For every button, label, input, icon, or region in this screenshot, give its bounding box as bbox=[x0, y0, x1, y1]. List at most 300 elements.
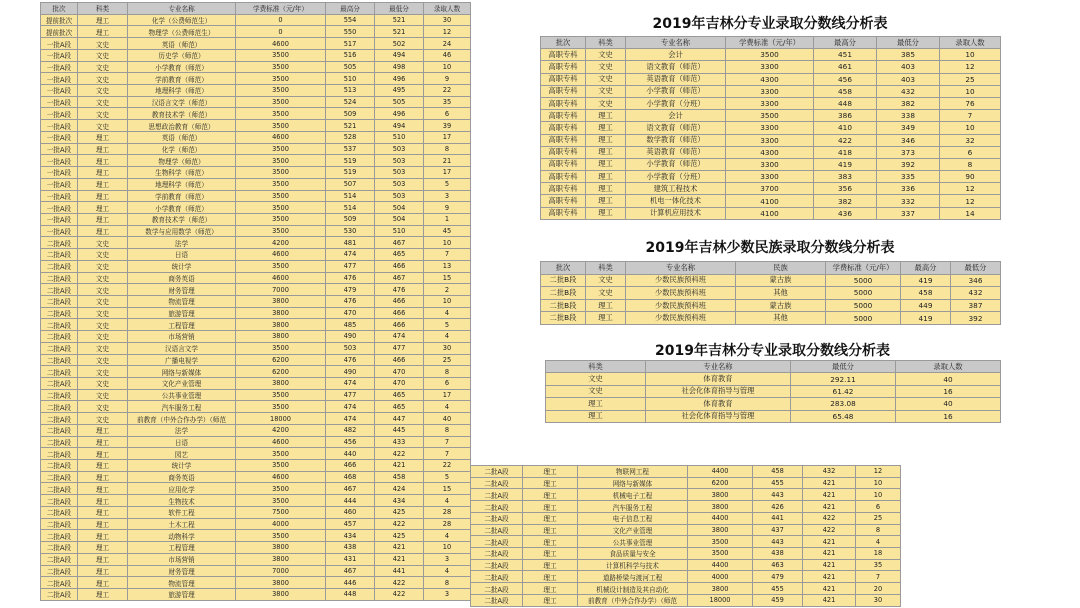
table-row bbox=[41, 131, 471, 143]
table-cell: 8 bbox=[424, 577, 471, 589]
table-cell: 理工 bbox=[78, 506, 128, 518]
table-cell: 16 bbox=[896, 410, 1001, 422]
table-cell: 7 bbox=[940, 110, 1001, 122]
table-cell: 物联网工程 bbox=[578, 466, 688, 478]
table-row bbox=[541, 287, 1001, 300]
column-header: 科类 bbox=[586, 37, 626, 49]
table-cell: 3500 bbox=[236, 61, 326, 73]
table-cell: 4 bbox=[856, 536, 901, 548]
table-cell: 4300 bbox=[726, 146, 814, 158]
table-row bbox=[41, 518, 471, 530]
table-cell: 化学（公费师范生） bbox=[128, 14, 236, 26]
table-row bbox=[546, 385, 1001, 397]
bottom-admission-table bbox=[470, 465, 901, 607]
table-cell: 计算机科学与技术 bbox=[578, 559, 688, 571]
table-cell: 441 bbox=[753, 512, 803, 524]
table-cell: 10 bbox=[940, 85, 1001, 97]
table-cell: 二批A段 bbox=[471, 512, 523, 524]
table-row bbox=[541, 146, 1001, 158]
table-cell: 文史 bbox=[78, 378, 128, 390]
table-cell: 二批A段 bbox=[41, 401, 78, 413]
table-row bbox=[41, 26, 471, 38]
table-cell: 二批A段 bbox=[41, 366, 78, 378]
table-cell: 理工 bbox=[546, 410, 646, 422]
sports-table-title: 2019年吉林分专业录取分数线分析表 bbox=[655, 343, 890, 359]
table-cell: 教育技术学（师范） bbox=[128, 108, 236, 120]
table-cell: 一批A段 bbox=[41, 143, 78, 155]
table-cell: 理工 bbox=[78, 495, 128, 507]
table-cell: 530 bbox=[326, 225, 375, 237]
table-cell: 477 bbox=[375, 342, 424, 354]
table-cell: 二批A段 bbox=[41, 354, 78, 366]
column-header: 专业名称 bbox=[626, 37, 726, 49]
table-cell: 459 bbox=[753, 594, 803, 606]
table-cell: 448 bbox=[326, 588, 375, 600]
table-cell: 应用化学 bbox=[128, 483, 236, 495]
table-cell: 二批A段 bbox=[41, 577, 78, 589]
table-cell: 3500 bbox=[236, 389, 326, 401]
header-row bbox=[541, 37, 1001, 49]
table-cell: 理工 bbox=[78, 577, 128, 589]
table-row bbox=[41, 460, 471, 472]
table-cell: 生物科学（师范） bbox=[128, 167, 236, 179]
table-cell: 理工 bbox=[523, 559, 578, 571]
vocational-admission-table bbox=[540, 36, 1001, 220]
table-row bbox=[471, 571, 901, 583]
table-row bbox=[41, 530, 471, 542]
table-cell: 广播电视学 bbox=[128, 354, 236, 366]
table-cell: 一批A段 bbox=[41, 61, 78, 73]
table-cell: 5 bbox=[424, 319, 471, 331]
table-cell: 英语教育（师范） bbox=[626, 73, 726, 85]
table-cell: 二批A段 bbox=[41, 553, 78, 565]
table-cell: 3500 bbox=[236, 49, 326, 61]
table-cell: 小学教育（师范） bbox=[128, 202, 236, 214]
table-cell: 17 bbox=[424, 389, 471, 401]
table-row bbox=[41, 577, 471, 589]
table-cell: 一批A段 bbox=[41, 49, 78, 61]
table-cell: 土木工程 bbox=[128, 518, 236, 530]
table-row bbox=[541, 299, 1001, 312]
table-row bbox=[41, 378, 471, 390]
table-cell: 软件工程 bbox=[128, 506, 236, 518]
table-cell: 文史 bbox=[78, 354, 128, 366]
table-cell: 小学教育（分班） bbox=[626, 171, 726, 183]
table-cell: 二批A段 bbox=[41, 249, 78, 261]
table-cell: 10 bbox=[856, 489, 901, 501]
column-header: 学费标准（元/年） bbox=[726, 37, 814, 49]
table-cell: 434 bbox=[326, 530, 375, 542]
table-cell: 3800 bbox=[236, 378, 326, 390]
table-cell: 6 bbox=[424, 108, 471, 120]
table-cell: 文史 bbox=[78, 237, 128, 249]
table-cell: 421 bbox=[803, 583, 856, 595]
table-cell: 422 bbox=[803, 524, 856, 536]
table-cell: 10 bbox=[424, 542, 471, 554]
table-cell: 文史 bbox=[78, 38, 128, 50]
table-cell: 467 bbox=[375, 237, 424, 249]
table-cell: 0 bbox=[236, 26, 326, 38]
column-header: 批次 bbox=[41, 3, 78, 15]
column-header: 录取人数 bbox=[940, 37, 1001, 49]
table-cell: 理工 bbox=[78, 530, 128, 542]
table-cell: 46 bbox=[424, 49, 471, 61]
table-cell: 二批B段 bbox=[541, 299, 586, 312]
table-cell: 503 bbox=[375, 167, 424, 179]
table-cell: 会计 bbox=[626, 49, 726, 61]
table-cell: 理工 bbox=[78, 542, 128, 554]
table-row bbox=[541, 171, 1001, 183]
table-cell: 438 bbox=[326, 542, 375, 554]
table-cell: 418 bbox=[814, 146, 877, 158]
table-cell: 476 bbox=[326, 272, 375, 284]
table-cell: 4600 bbox=[236, 131, 326, 143]
table-cell: 385 bbox=[877, 49, 940, 61]
table-row bbox=[41, 178, 471, 190]
table-row bbox=[41, 413, 471, 425]
table-cell: 283.08 bbox=[791, 398, 896, 410]
table-cell: 二批A段 bbox=[41, 295, 78, 307]
table-row bbox=[471, 524, 901, 536]
table-cell: 466 bbox=[375, 319, 424, 331]
table-row bbox=[41, 331, 471, 343]
table-cell: 高职专科 bbox=[541, 158, 586, 170]
table-cell: 39 bbox=[424, 120, 471, 132]
table-cell: 二批A段 bbox=[41, 530, 78, 542]
table-cell: 小学教育（师范） bbox=[626, 158, 726, 170]
table-cell: 二批A段 bbox=[41, 565, 78, 577]
table-cell: 12 bbox=[940, 183, 1001, 195]
table-cell: 3500 bbox=[236, 143, 326, 155]
table-row bbox=[541, 312, 1001, 325]
table-cell: 3300 bbox=[726, 97, 814, 109]
table-cell: 419 bbox=[814, 158, 877, 170]
table-cell: 521 bbox=[375, 14, 424, 26]
table-cell: 二批B段 bbox=[541, 274, 586, 287]
table-cell: 理工 bbox=[78, 131, 128, 143]
table-cell: 8 bbox=[940, 158, 1001, 170]
table-cell: 法学 bbox=[128, 424, 236, 436]
table-cell: 一批A段 bbox=[41, 167, 78, 179]
table-cell: 3300 bbox=[726, 122, 814, 134]
table-cell: 35 bbox=[424, 96, 471, 108]
table-row bbox=[541, 110, 1001, 122]
table-cell: 文史 bbox=[78, 272, 128, 284]
table-cell: 466 bbox=[375, 354, 424, 366]
table-cell: 503 bbox=[375, 178, 424, 190]
table-cell: 3500 bbox=[236, 483, 326, 495]
table-row bbox=[41, 14, 471, 26]
table-cell: 数学与应用数学（师范） bbox=[128, 225, 236, 237]
table-cell: 3500 bbox=[726, 49, 814, 61]
column-header: 批次 bbox=[541, 37, 586, 49]
table-cell: 理工 bbox=[586, 134, 626, 146]
table-cell: 食品质量与安全 bbox=[578, 548, 688, 560]
table-cell: 高职专科 bbox=[541, 146, 586, 158]
table-cell: 小学教育（师范） bbox=[626, 85, 726, 97]
table-cell: 457 bbox=[326, 518, 375, 530]
table-cell: 理工 bbox=[586, 158, 626, 170]
table-cell: 一批A段 bbox=[41, 108, 78, 120]
table-cell: 4000 bbox=[236, 518, 326, 530]
table-cell: 体育教育 bbox=[646, 373, 791, 385]
table-cell: 蒙古族 bbox=[736, 274, 826, 287]
table-row bbox=[471, 594, 901, 606]
table-cell: 25 bbox=[940, 73, 1001, 85]
table-cell: 理工 bbox=[586, 312, 626, 325]
table-row bbox=[541, 195, 1001, 207]
table-cell: 3500 bbox=[236, 96, 326, 108]
table-cell: 4 bbox=[424, 307, 471, 319]
table-cell: 3800 bbox=[688, 501, 753, 513]
table-cell: 学前教育（师范） bbox=[128, 190, 236, 202]
table-cell: 二批A段 bbox=[41, 518, 78, 530]
table-cell: 二批A段 bbox=[41, 483, 78, 495]
table-cell: 文史 bbox=[78, 331, 128, 343]
table-cell: 二批A段 bbox=[41, 307, 78, 319]
table-cell: 554 bbox=[326, 14, 375, 26]
column-header: 最低分 bbox=[375, 3, 424, 15]
table-row bbox=[41, 61, 471, 73]
table-cell: 4400 bbox=[688, 512, 753, 524]
column-header: 最低分 bbox=[951, 262, 1001, 275]
table-row bbox=[41, 73, 471, 85]
table-cell: 商务英语 bbox=[128, 471, 236, 483]
table-cell: 65.48 bbox=[791, 410, 896, 422]
column-header: 最低分 bbox=[877, 37, 940, 49]
table-cell: 32 bbox=[940, 134, 1001, 146]
table-row bbox=[541, 85, 1001, 97]
table-cell: 语文教育（师范） bbox=[626, 61, 726, 73]
table-cell: 7 bbox=[424, 249, 471, 261]
table-row bbox=[41, 260, 471, 272]
table-cell: 文史 bbox=[546, 385, 646, 397]
table-cell: 一批A段 bbox=[41, 96, 78, 108]
table-cell: 理工 bbox=[78, 213, 128, 225]
table-cell: 二批A段 bbox=[41, 284, 78, 296]
table-cell: 化学（师范） bbox=[128, 143, 236, 155]
table-cell: 76 bbox=[940, 97, 1001, 109]
table-cell: 教育技术学（师范） bbox=[128, 213, 236, 225]
header-row bbox=[546, 361, 1001, 373]
table-cell: 蒙古族 bbox=[736, 299, 826, 312]
table-cell: 403 bbox=[877, 61, 940, 73]
table-cell: 510 bbox=[326, 73, 375, 85]
table-row bbox=[41, 553, 471, 565]
table-cell: 机电一体化技术 bbox=[626, 195, 726, 207]
table-cell: 汉语言文学（师范） bbox=[128, 96, 236, 108]
table-cell: 17 bbox=[424, 131, 471, 143]
table-cell: 4000 bbox=[688, 571, 753, 583]
table-cell: 语文教育（师范） bbox=[626, 122, 726, 134]
table-cell: 505 bbox=[375, 96, 424, 108]
table-cell: 40 bbox=[896, 398, 1001, 410]
table-cell: 市场营销 bbox=[128, 331, 236, 343]
table-cell: 425 bbox=[375, 506, 424, 518]
table-cell: 12 bbox=[424, 26, 471, 38]
table-cell: 4200 bbox=[236, 424, 326, 436]
table-cell: 3500 bbox=[236, 260, 326, 272]
table-cell: 519 bbox=[326, 155, 375, 167]
table-cell: 汉语言文学 bbox=[128, 342, 236, 354]
table-cell: 3 bbox=[424, 190, 471, 202]
table-row bbox=[41, 202, 471, 214]
table-cell: 一批A段 bbox=[41, 178, 78, 190]
table-cell: 思想政治教育（师范） bbox=[128, 120, 236, 132]
column-header: 科类 bbox=[78, 3, 128, 15]
table-cell: 文史 bbox=[586, 85, 626, 97]
table-cell: 7 bbox=[424, 448, 471, 460]
table-row bbox=[41, 167, 471, 179]
column-header: 科类 bbox=[546, 361, 646, 373]
table-cell: 二批A段 bbox=[41, 378, 78, 390]
table-cell: 理工 bbox=[586, 299, 626, 312]
table-cell: 503 bbox=[375, 190, 424, 202]
table-cell: 481 bbox=[326, 237, 375, 249]
table-cell: 3800 bbox=[236, 577, 326, 589]
table-cell: 431 bbox=[326, 553, 375, 565]
table-cell: 少数民族预科班 bbox=[626, 312, 736, 325]
table-cell: 3300 bbox=[726, 171, 814, 183]
table-cell: 3500 bbox=[236, 530, 326, 542]
table-cell: 514 bbox=[326, 202, 375, 214]
table-cell: 理工 bbox=[78, 518, 128, 530]
table-cell: 7 bbox=[424, 436, 471, 448]
table-cell: 文史 bbox=[78, 284, 128, 296]
table-cell: 一批A段 bbox=[41, 202, 78, 214]
table-cell: 3800 bbox=[688, 489, 753, 501]
table-cell: 5000 bbox=[826, 312, 901, 325]
table-cell: 20 bbox=[856, 583, 901, 595]
table-cell: 社会化体育指导与管理 bbox=[646, 410, 791, 422]
table-cell: 15 bbox=[424, 483, 471, 495]
table-cell: 3800 bbox=[236, 542, 326, 554]
table-cell: 4600 bbox=[236, 436, 326, 448]
table-cell: 466 bbox=[375, 307, 424, 319]
table-cell: 5000 bbox=[826, 287, 901, 300]
table-cell: 物流管理 bbox=[128, 577, 236, 589]
table-cell: 3300 bbox=[726, 134, 814, 146]
table-cell: 英语（师范） bbox=[128, 38, 236, 50]
table-cell: 421 bbox=[803, 501, 856, 513]
table-cell: 447 bbox=[375, 413, 424, 425]
table-cell: 高职专科 bbox=[541, 85, 586, 97]
table-cell: 理工 bbox=[523, 501, 578, 513]
table-cell: 高职专科 bbox=[541, 61, 586, 73]
table-cell: 30 bbox=[856, 594, 901, 606]
table-cell: 3500 bbox=[236, 213, 326, 225]
table-cell: 理工 bbox=[586, 183, 626, 195]
table-cell: 3500 bbox=[688, 548, 753, 560]
table-cell: 一批A段 bbox=[41, 73, 78, 85]
column-header: 录取人数 bbox=[896, 361, 1001, 373]
table-cell: 337 bbox=[877, 207, 940, 219]
table-cell: 高职专科 bbox=[541, 110, 586, 122]
table-cell: 文史 bbox=[78, 49, 128, 61]
table-cell: 458 bbox=[375, 471, 424, 483]
table-cell: 3500 bbox=[236, 73, 326, 85]
table-cell: 3800 bbox=[688, 524, 753, 536]
table-cell: 理工 bbox=[78, 448, 128, 460]
table-cell: 3300 bbox=[726, 158, 814, 170]
table-cell: 466 bbox=[375, 260, 424, 272]
table-row bbox=[41, 448, 471, 460]
table-row bbox=[541, 274, 1001, 287]
table-cell: 495 bbox=[375, 85, 424, 97]
table-cell: 动物科学 bbox=[128, 530, 236, 542]
table-cell: 理工 bbox=[523, 512, 578, 524]
table-cell: 文史 bbox=[78, 307, 128, 319]
table-cell: 二批A段 bbox=[41, 588, 78, 600]
table-cell: 4 bbox=[424, 331, 471, 343]
table-cell: 高职专科 bbox=[541, 195, 586, 207]
table-cell: 419 bbox=[901, 312, 951, 325]
table-cell: 高职专科 bbox=[541, 122, 586, 134]
table-row bbox=[41, 237, 471, 249]
table-cell: 461 bbox=[814, 61, 877, 73]
table-cell: 市场营销 bbox=[128, 553, 236, 565]
table-cell: 3500 bbox=[236, 120, 326, 132]
table-cell: 3500 bbox=[236, 401, 326, 413]
table-cell: 会计 bbox=[626, 110, 726, 122]
table-cell: 财务管理 bbox=[128, 565, 236, 577]
table-row bbox=[41, 319, 471, 331]
table-cell: 3800 bbox=[688, 583, 753, 595]
table-cell: 465 bbox=[375, 249, 424, 261]
table-row bbox=[41, 120, 471, 132]
table-row bbox=[41, 588, 471, 600]
table-cell: 382 bbox=[877, 97, 940, 109]
column-header: 科类 bbox=[586, 262, 626, 275]
table-cell: 汽车服务工程 bbox=[128, 401, 236, 413]
table-cell: 61.42 bbox=[791, 385, 896, 397]
table-cell: 510 bbox=[375, 131, 424, 143]
table-cell: 476 bbox=[326, 354, 375, 366]
table-cell: 园艺 bbox=[128, 448, 236, 460]
table-row bbox=[541, 207, 1001, 219]
table-row bbox=[41, 49, 471, 61]
table-cell: 514 bbox=[326, 190, 375, 202]
table-cell: 二批A段 bbox=[41, 436, 78, 448]
table-cell: 7500 bbox=[236, 506, 326, 518]
table-cell: 体育教育 bbox=[646, 398, 791, 410]
table-cell: 383 bbox=[814, 171, 877, 183]
column-header: 学费标准（元/年） bbox=[826, 262, 901, 275]
table-cell: 4600 bbox=[236, 249, 326, 261]
table-cell: 470 bbox=[375, 378, 424, 390]
table-row bbox=[471, 548, 901, 560]
table-cell: 503 bbox=[326, 342, 375, 354]
table-cell: 统计学 bbox=[128, 260, 236, 272]
table-cell: 理工 bbox=[586, 171, 626, 183]
table-cell: 高职专科 bbox=[541, 73, 586, 85]
table-cell: 422 bbox=[814, 134, 877, 146]
table-cell: 332 bbox=[877, 195, 940, 207]
table-cell: 3 bbox=[424, 553, 471, 565]
table-row bbox=[41, 389, 471, 401]
table-cell: 二批A段 bbox=[41, 460, 78, 472]
table-cell: 14 bbox=[940, 207, 1001, 219]
table-row bbox=[541, 183, 1001, 195]
table-cell: 二批A段 bbox=[41, 495, 78, 507]
table-cell: 3500 bbox=[236, 202, 326, 214]
table-cell: 1 bbox=[424, 213, 471, 225]
table-cell: 387 bbox=[951, 299, 1001, 312]
table-cell: 文史 bbox=[586, 73, 626, 85]
table-row bbox=[41, 38, 471, 50]
table-cell: 4600 bbox=[236, 471, 326, 483]
table-cell: 425 bbox=[375, 530, 424, 542]
